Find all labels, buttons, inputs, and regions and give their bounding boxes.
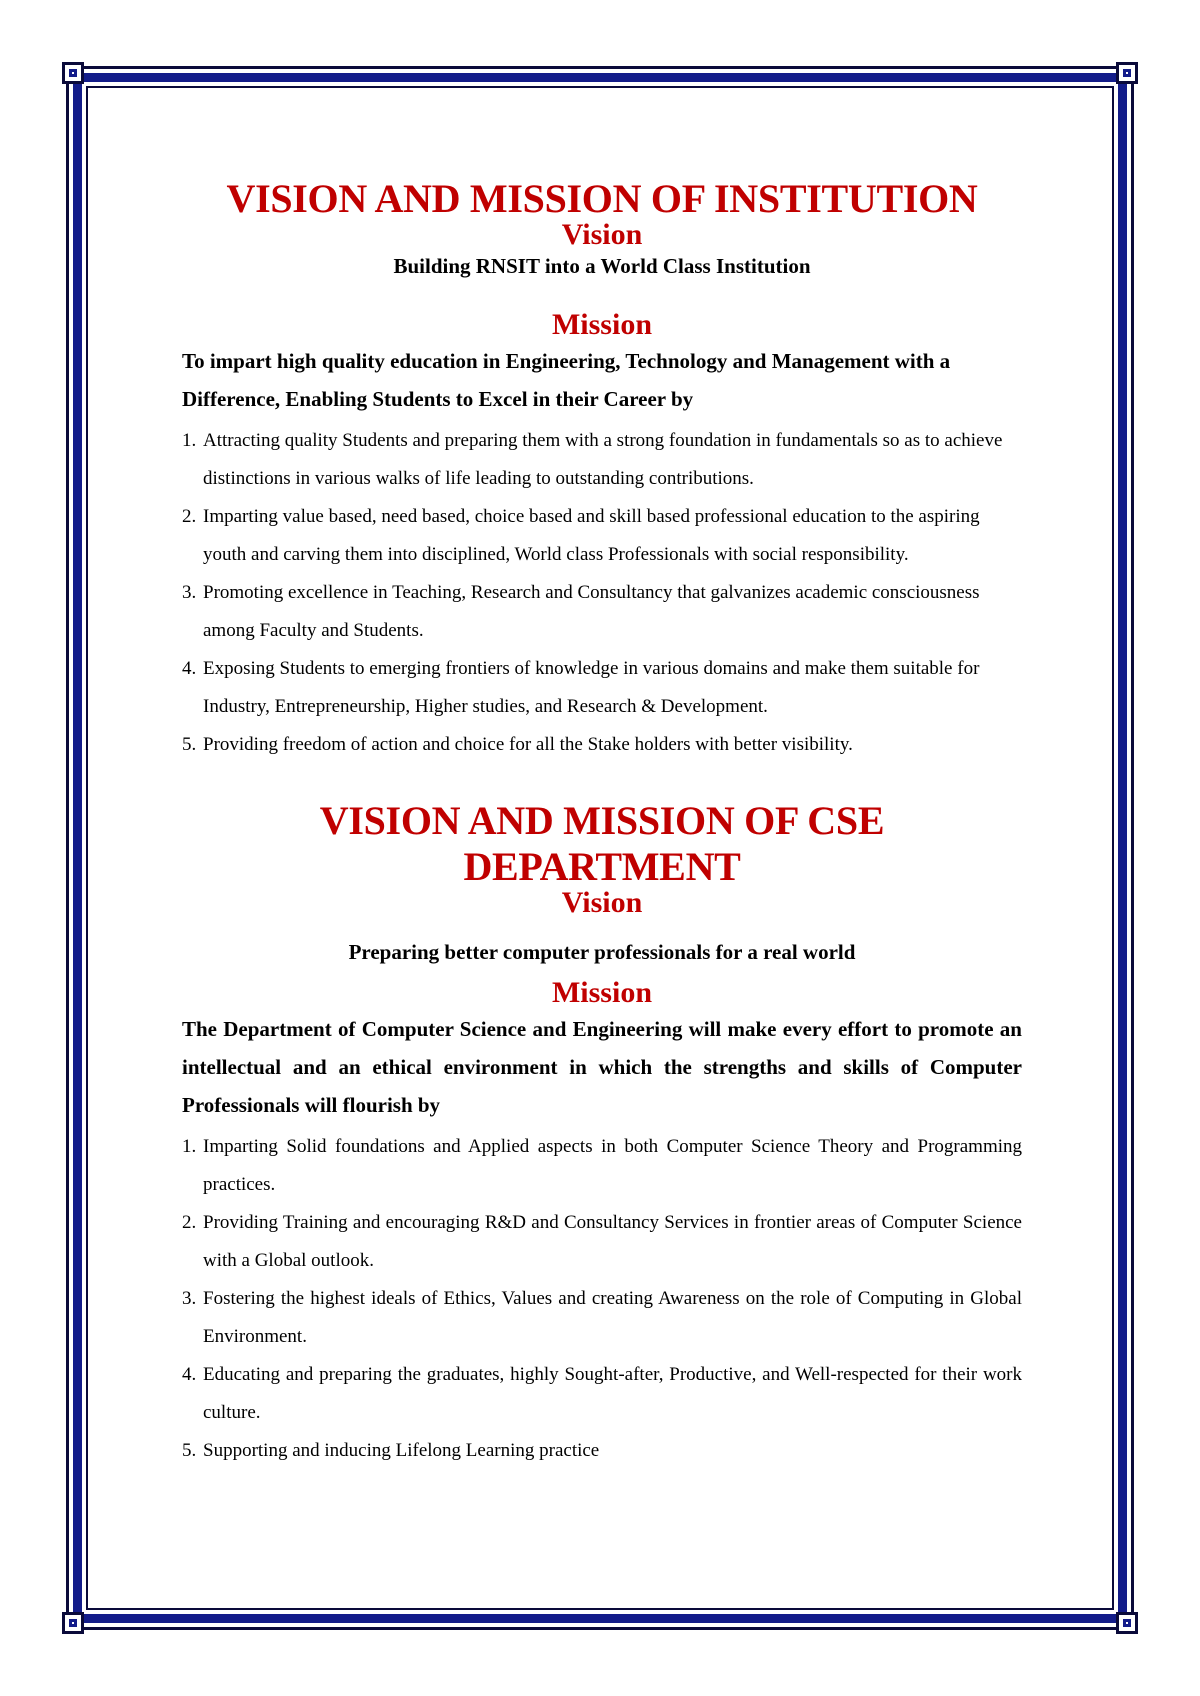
list-item-number: 3. — [182, 1288, 197, 1309]
list-item-number: 5. — [182, 734, 197, 755]
institution-vision-text: Building RNSIT into a World Class Institution — [393, 254, 811, 278]
list-item-text: Fostering the highest ideals of Ethics, Values and creating Awareness on the role of Computing in Global Environment. — [203, 1288, 1022, 1347]
list-item-number: 1. — [182, 1136, 197, 1157]
mission-list-item — [182, 1356, 1022, 1432]
list-item-text: Exposing Students to emerging frontiers of knowledge in various domains and make them suitable for Industry, Entrepreneurship, Higher studies, and Research & Development. — [203, 658, 980, 717]
institution-mission-intro: To impart high quality education in Engineering, Technology and Management with a Difference, Enabling Students to Excel in their Career by — [182, 349, 951, 411]
mission-list-item — [182, 1432, 1022, 1470]
list-item-number: 4. — [182, 1364, 197, 1385]
list-item-number: 4. — [182, 658, 197, 679]
border-corner-ornament — [62, 1612, 84, 1634]
list-item-number: 5. — [182, 1440, 197, 1461]
list-item-text: Providing Training and encouraging R&D and Consultancy Services in frontier areas of Computer Science with a Global outlook. — [203, 1212, 1022, 1271]
list-item-text: Educating and preparing the graduates, highly Sought-after, Productive, and Well-respected for their work culture. — [203, 1364, 1022, 1423]
institution-vision-label: Vision — [561, 218, 643, 251]
institution-section — [182, 176, 1022, 764]
mission-list-item — [182, 1280, 1022, 1356]
list-item-text: Attracting quality Students and preparing them with a strong foundation in fundamentals so as to achieve distinctions in various walks of life leading to outstanding contributions. — [203, 430, 1003, 489]
department-vision-text: Preparing better computer professionals for a real world — [348, 940, 856, 964]
list-item-number: 3. — [182, 582, 197, 603]
list-item-number: 1. — [182, 430, 197, 451]
department-vision-label: Vision — [561, 886, 643, 919]
list-item-text: Promoting excellence in Teaching, Research and Consultancy that galvanizes academic consciousness among Faculty and Students. — [203, 582, 980, 641]
list-item-text: Supporting and inducing Lifelong Learning practice — [203, 1440, 600, 1461]
mission-list-item — [182, 422, 1022, 498]
department-mission-list — [182, 1128, 1022, 1470]
department-mission-label: Mission — [551, 976, 653, 1009]
department-section — [182, 798, 1022, 1470]
border-corner-ornament — [1116, 1612, 1138, 1634]
mission-list-item — [182, 1128, 1022, 1204]
border-corner-ornament — [1116, 62, 1138, 84]
mission-list-item — [182, 574, 1022, 650]
department-heading: VISION AND MISSION OF CSE DEPARTMENT — [319, 798, 885, 889]
list-item-number: 2. — [182, 1212, 197, 1233]
institution-heading: VISION AND MISSION OF INSTITUTION — [226, 176, 978, 221]
mission-list-item — [182, 1204, 1022, 1280]
institution-mission-label: Mission — [551, 308, 653, 341]
department-mission-intro: The Department of Computer Science and Engineering will make every effort to promote an intellectual and an ethical environment in which the strengths and skills of Computer Professionals will flourish by — [182, 1017, 1022, 1117]
list-item-text: Providing freedom of action and choice for all the Stake holders with better visibility. — [203, 734, 853, 755]
page-content — [182, 176, 1022, 1470]
border-corner-ornament — [62, 62, 84, 84]
list-item-text: Imparting Solid foundations and Applied aspects in both Computer Science Theory and Programming practices. — [203, 1136, 1022, 1195]
mission-list-item — [182, 498, 1022, 574]
mission-list-item — [182, 650, 1022, 726]
list-item-text: Imparting value based, need based, choice based and skill based professional education to the aspiring youth and carving them into disciplined, World class Professionals with social responsibility. — [203, 506, 980, 565]
mission-list-item — [182, 726, 1022, 764]
institution-mission-list — [182, 422, 1022, 764]
list-item-number: 2. — [182, 506, 197, 527]
